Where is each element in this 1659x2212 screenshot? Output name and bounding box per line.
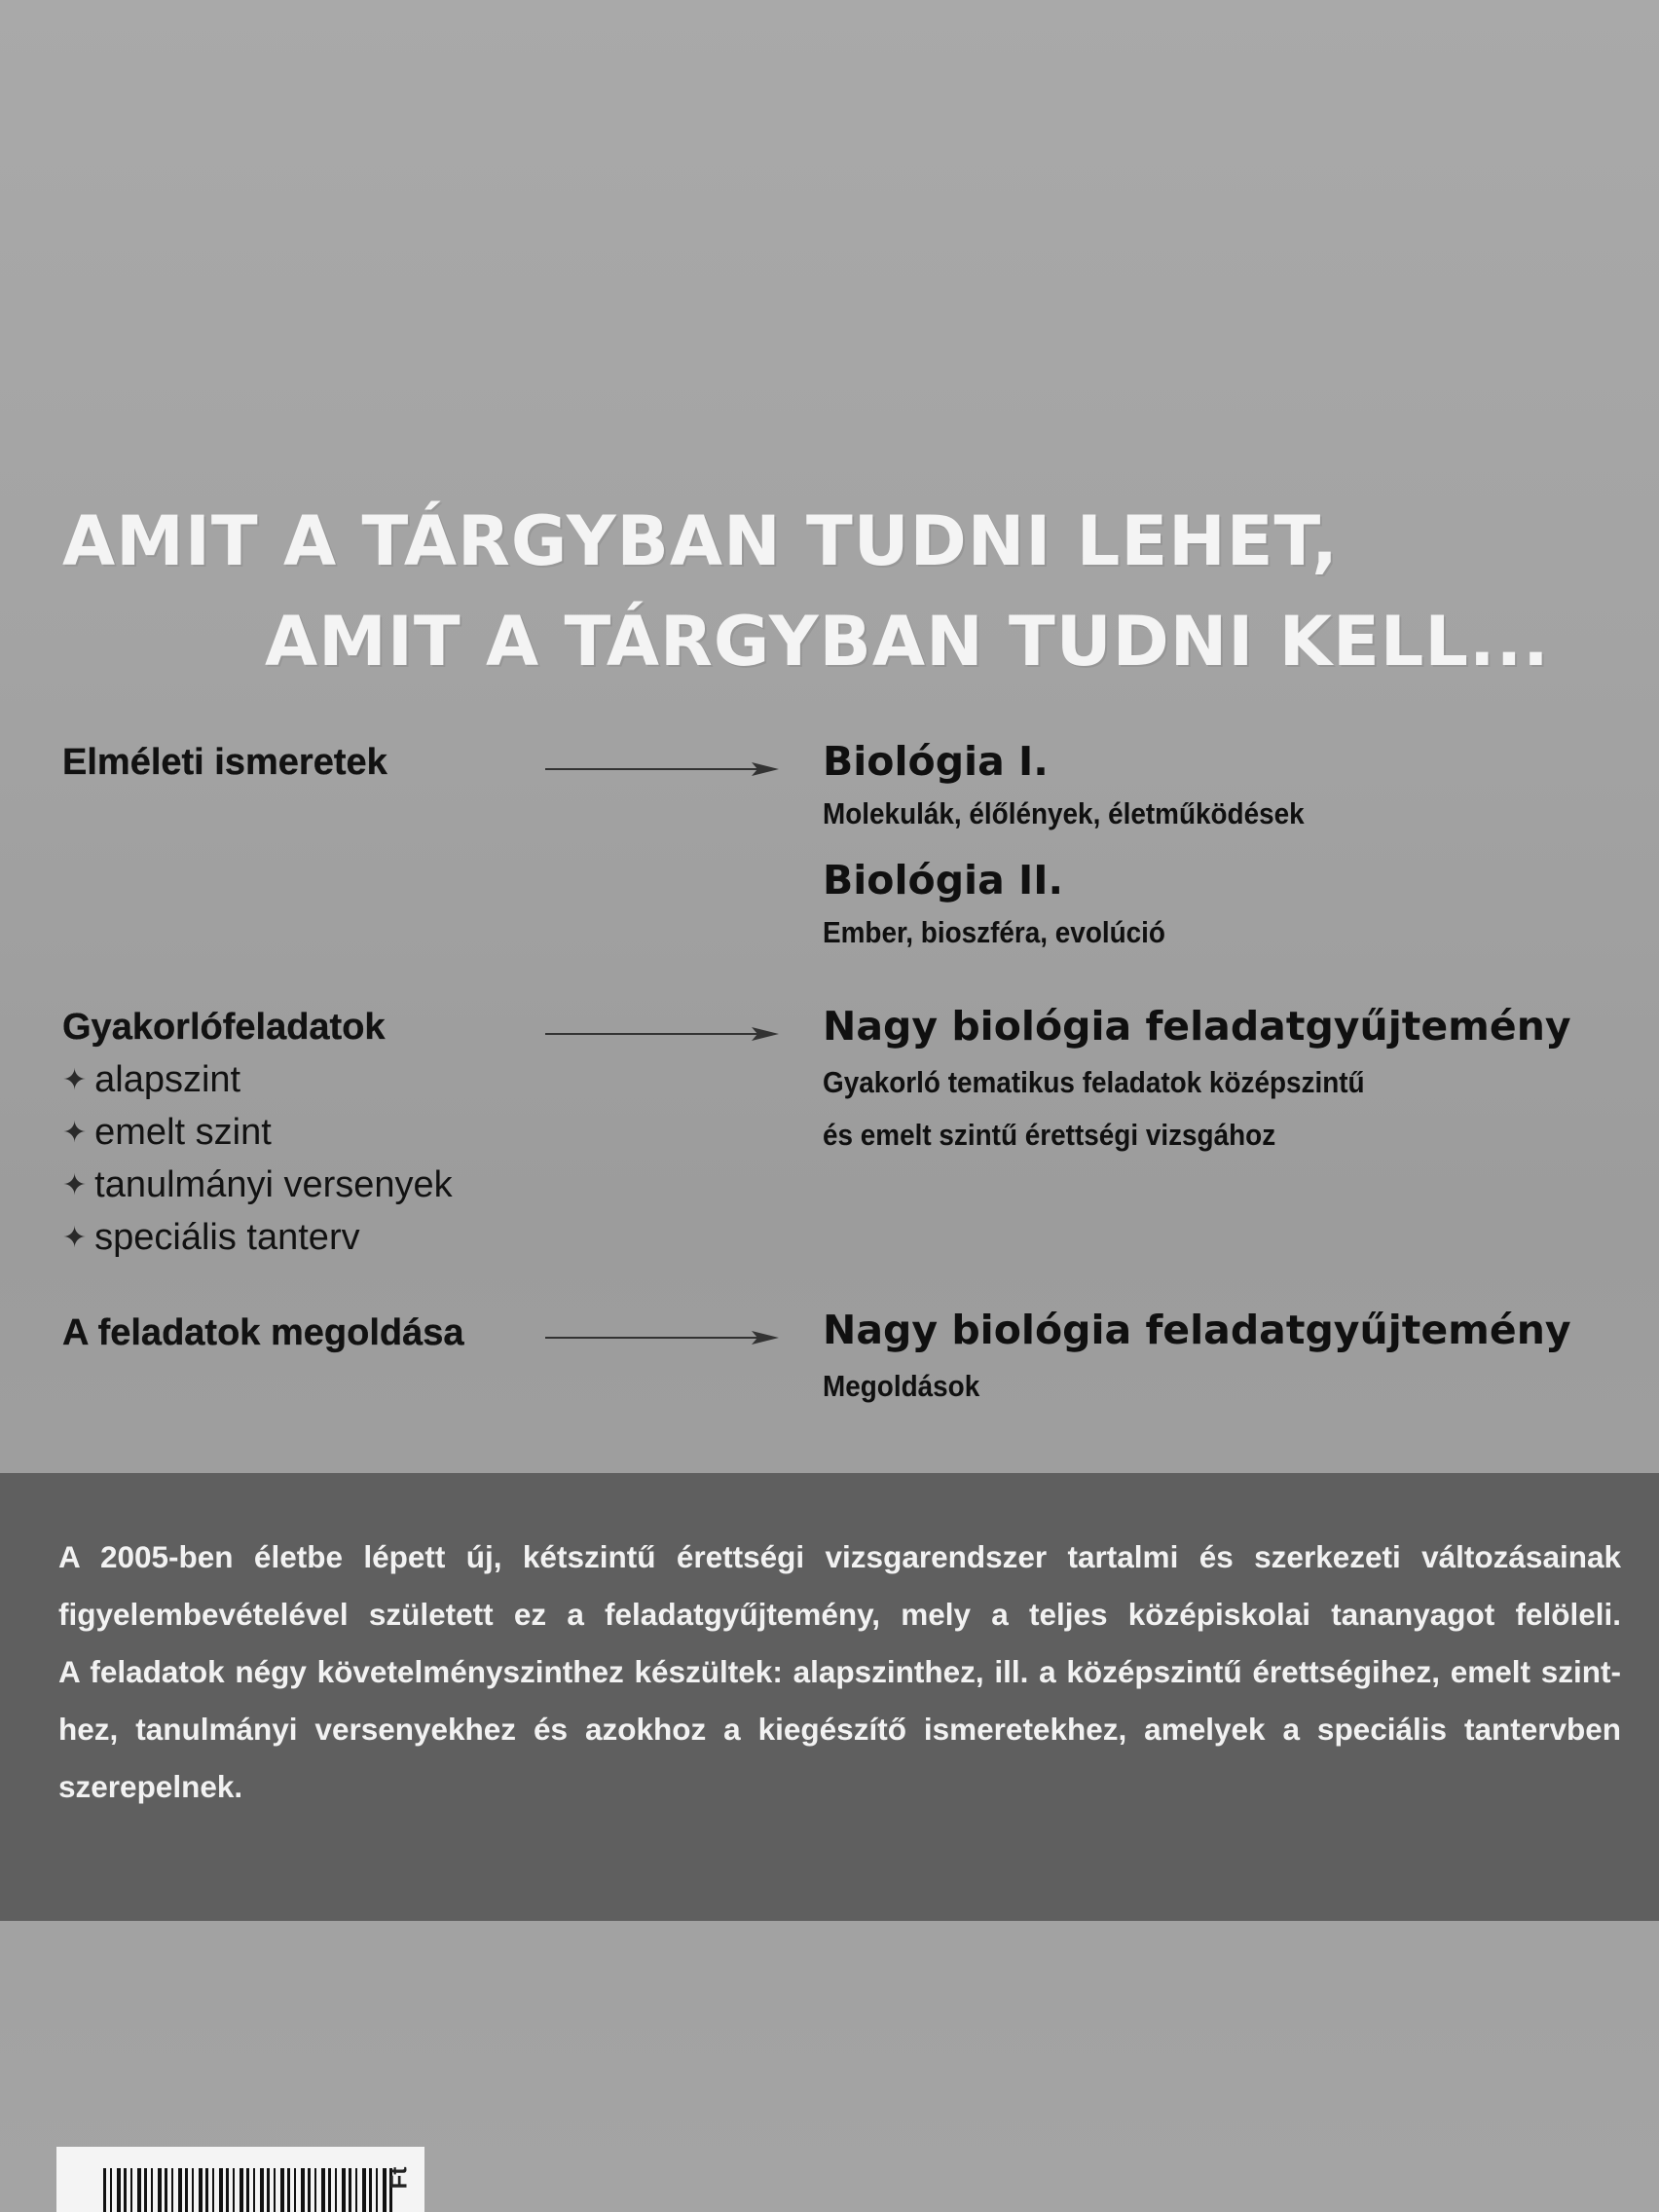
four-point-star-icon: ✦ xyxy=(62,1117,88,1149)
headline-line-2: AMIT A TÁRGYBAN TUDNI KELL... xyxy=(265,602,1550,682)
practice-label: Gyakorlófeladatok xyxy=(62,1007,386,1048)
book-subtitle-biologia-1: Molekulák, élőlények, életműködések xyxy=(823,796,1305,830)
four-point-star-icon: ✦ xyxy=(62,1222,88,1254)
theory-label: Elméleti ismeretek xyxy=(62,742,387,783)
description-line: hez, tanulmányi versenyekhez és azokhoz a kiegészítő ismeretekhez, amelyek a speciális tantervben xyxy=(58,1712,1621,1747)
description-text xyxy=(58,1529,1621,1816)
right-arrow-icon xyxy=(545,1022,779,1046)
four-point-star-icon: ✦ xyxy=(62,1064,88,1096)
barcode xyxy=(56,2147,424,2212)
bullet-item: ✦ alapszint xyxy=(62,1059,241,1100)
right-arrow-icon xyxy=(545,1326,779,1349)
bullet-item: ✦ emelt szint xyxy=(62,1112,272,1153)
solutions-label: A feladatok megoldása xyxy=(62,1312,464,1353)
book-title-biologia-1: Biológia I. xyxy=(823,738,1049,785)
bullet-item: ✦ speciális tanterv xyxy=(62,1217,360,1258)
book-title-feladatgyujtemeny: Nagy biológia feladatgyűjtemény xyxy=(823,1003,1571,1050)
bullet-item: ✦ tanulmányi versenyek xyxy=(62,1164,453,1205)
book-subtitle-line-1: Gyakorló tematikus feladatok középszintű xyxy=(823,1065,1365,1099)
book-title-megoldasok: Nagy biológia feladatgyűjtemény xyxy=(823,1307,1571,1353)
right-arrow-icon xyxy=(545,757,779,781)
description-line: A 2005-ben életbe lépett új, kétszintű érettségi vizsgarendszer tartalmi és szerkezeti változásainak xyxy=(58,1539,1621,1574)
description-line: A feladatok négy követelményszinthez készültek: alapszinthez, ill. a középszintű érettségihez, emelt szint- xyxy=(58,1654,1621,1689)
book-subtitle-megoldasok: Megoldások xyxy=(823,1369,980,1403)
book-subtitle-biologia-2: Ember, bioszféra, evolúció xyxy=(823,915,1165,949)
description-line: szerepelnek. xyxy=(58,1769,243,1804)
book-title-biologia-2: Biológia II. xyxy=(823,857,1064,903)
four-point-star-icon: ✦ xyxy=(62,1169,88,1201)
book-subtitle-line-2: és emelt szintű érettségi vizsgához xyxy=(823,1118,1276,1152)
headline-line-1: AMIT A TÁRGYBAN TUDNI LEHET, xyxy=(62,501,1339,581)
description-line: figyelembevételével született ez a feladatgyűjtemény, mely a teljes középiskolai tananyagot felöleli. xyxy=(58,1597,1621,1632)
price-label: Ft xyxy=(386,2166,413,2190)
barcode-bars xyxy=(103,2168,395,2212)
